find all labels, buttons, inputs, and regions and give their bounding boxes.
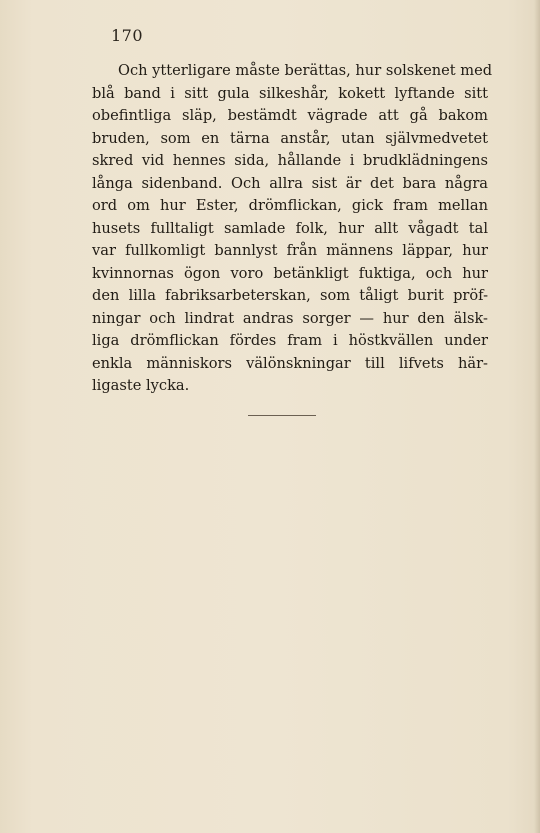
text-line: ningar och lindrat andras sorger — hur den älsk- [92, 309, 488, 327]
text-line: obefintliga släp, bestämdt vägrade att gå bakom [92, 107, 488, 124]
text-line: blå band i sitt gula silkeshår, kokett lyftande sitt [92, 84, 488, 102]
page-number: 170 [111, 26, 144, 45]
text-line: kvinnornas ögon voro betänkligt fuktiga, och hur [92, 264, 488, 282]
text-line: liga drömflickan fördes fram i höstkvällen under [92, 332, 488, 349]
text-line: ligaste lycka. [92, 377, 190, 394]
body-paragraph [92, 60, 493, 398]
text-line: enkla människors välönskningar till lifvets här- [92, 354, 488, 372]
section-divider [248, 415, 316, 416]
text-line: skred vid hennes sida, hållande i brudklädningens [92, 152, 488, 169]
text-line: Och ytterligare måste berättas, hur solskenet med [118, 62, 493, 79]
text-line: var fullkomligt bannlyst från männens läppar, hur [92, 242, 488, 259]
text-line: den lilla fabriksarbeterskan, som tåligt burit pröf- [92, 287, 488, 304]
text-line: ord om hur Ester, drömflickan, gick fram mellan [92, 197, 488, 214]
text-line: husets fulltaligt samlade folk, hur allt vågadt tal [92, 219, 488, 237]
text-line: bruden, som en tärna anstår, utan självmedvetet [92, 129, 488, 147]
text-line: långa sidenband. Och allra sist är det bara några [92, 174, 488, 192]
page-edge-shadow [534, 0, 540, 833]
